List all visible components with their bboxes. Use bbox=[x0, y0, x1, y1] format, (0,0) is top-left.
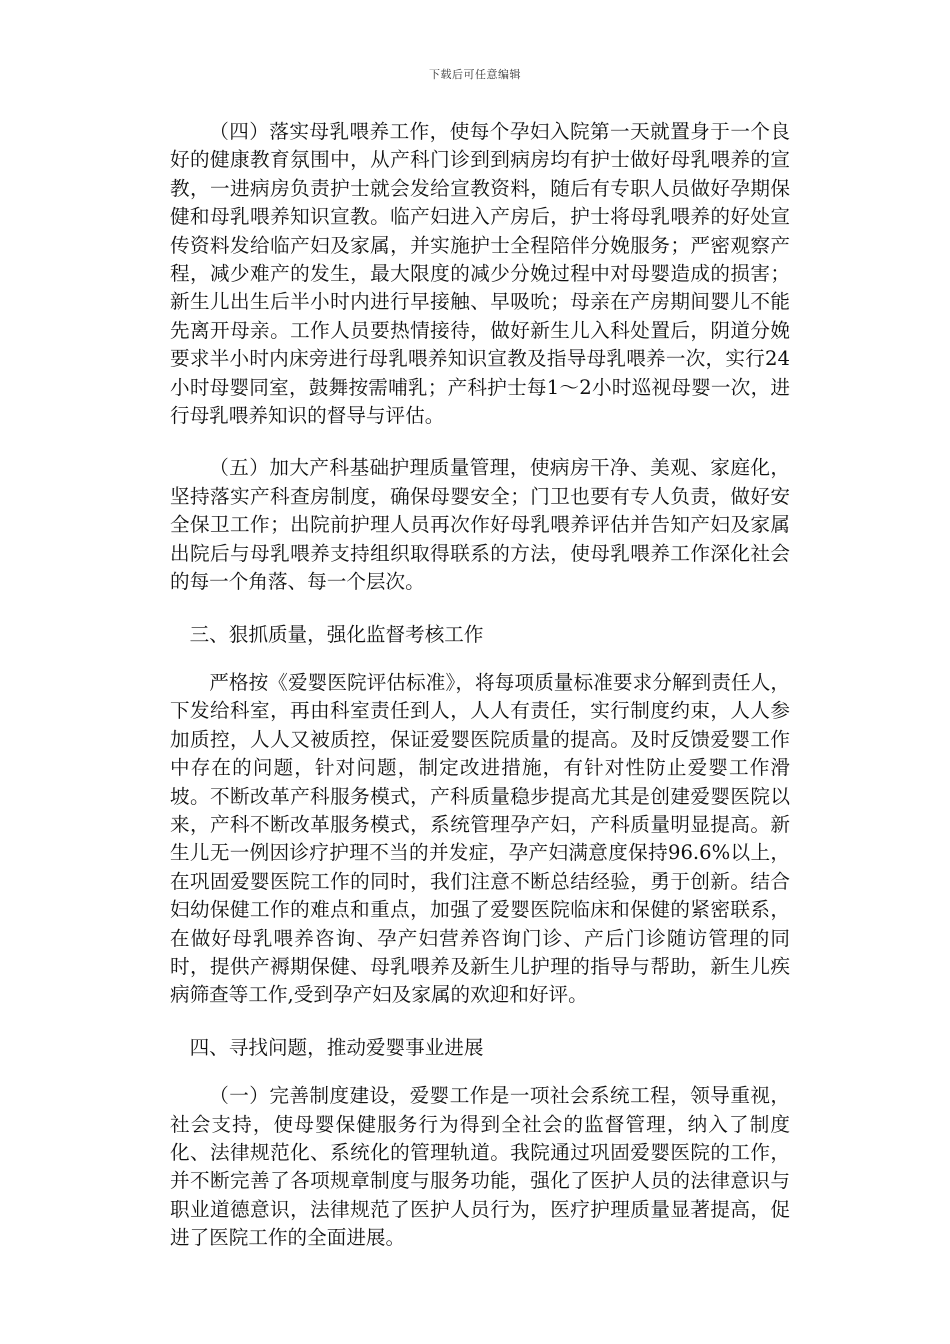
section-heading-quality: 三、狠抓质量，强化监督考核工作 bbox=[189, 622, 484, 646]
document-body bbox=[170, 118, 790, 1277]
paragraph-system-building: （一）完善制度建设，爱婴工作是一项社会系统工程，领导重视，社会支持，使母婴保健服务行为得到全社会的监督管理，纳入了制度化、法律规范化、系统化的管理轨道。我院通过巩固爱婴医院的工作，并不断完善了各项规章制度与服务功能，强化了医护人员的法律意识与职业道德意识，法律规范了医护人员行为，医疗护理质量显著提高，促进了医院工作的全面进展。 bbox=[170, 1084, 790, 1250]
paragraph-quality-standards: 严格按《爱婴医院评估标准》，将每项质量标准要求分解到责任人，下发给科室，再由科室责任到人，人人有责任，实行制度约束，人人参加质控，人人又被质控，保证爱婴医院质量的提高。及时反馈爱婴工作中存在的问题，针对问题，制定改进措施，有针对性防止爱婴工作滑坡。不断改革产科服务模式，产科质量稳步提高尤其是创建爱婴医院以来，产科不断改革服务模式，系统管理孕产妇，产科质量明显提高。新生儿无一例因诊疗护理不当的并发症，孕产妇满意度保持96.6%以上，在巩固爱婴医院工作的同时，我们注意不断总结经验，勇于创新。结合妇幼保健工作的难点和重点，加强了爱婴医院临床和保健的紧密联系，在做好母乳喂养咨询、孕产妇营养咨询门诊、产后门诊随访管理的同时，提供产褥期保健、母乳喂养及新生儿护理的指导与帮助，新生儿疾病筛查等工作,受到孕产妇及家属的欢迎和好评。 bbox=[170, 670, 790, 1007]
page-header: 下载后可任意编辑 bbox=[429, 68, 521, 81]
section-heading-problems: 四、寻找问题，推动爱婴事业进展 bbox=[189, 1035, 484, 1059]
paragraph-breastfeeding: （四）落实母乳喂养工作，使每个孕妇入院第一天就置身于一个良好的健康教育氛围中，从产科门诊到到病房均有护士做好母乳喂养的宣教，一进病房负责护士就会发给宣教资料，随后有专职人员做好孕期保健和母乳喂养知识宣教。临产妇进入产房后，护士将母乳喂养的好处宣传资料发给临产妇及家属，并实施护士全程陪伴分娩服务；严密观察产程，减少难产的发生，最大限度的减少分娩过程中对母婴造成的损害；新生儿出生后半小时内进行早接触、早吸吮；母亲在产房期间婴儿不能先离开母亲。工作人员要热情接待，做好新生儿入科处置后，阴道分娩要求半小时内床旁进行母乳喂养知识宣教及指导母乳喂养一次，实行24小时母婴同室，鼓舞按需哺乳；产科护士每1～2小时巡视母婴一次，进行母乳喂养知识的督导与评估。 bbox=[170, 120, 790, 428]
paragraph-basic-nursing: （五）加大产科基础护理质量管理，使病房干净、美观、家庭化，坚持落实产科查房制度，确保母婴安全；门卫也要有专人负责，做好安全保卫工作；出院前护理人员再次作好母乳喂养评估并告知产妇及家属出院后与母乳喂养支持组织取得联系的方法，使母乳喂养工作深化社会的每一个角落、每一个层次。 bbox=[170, 456, 790, 594]
